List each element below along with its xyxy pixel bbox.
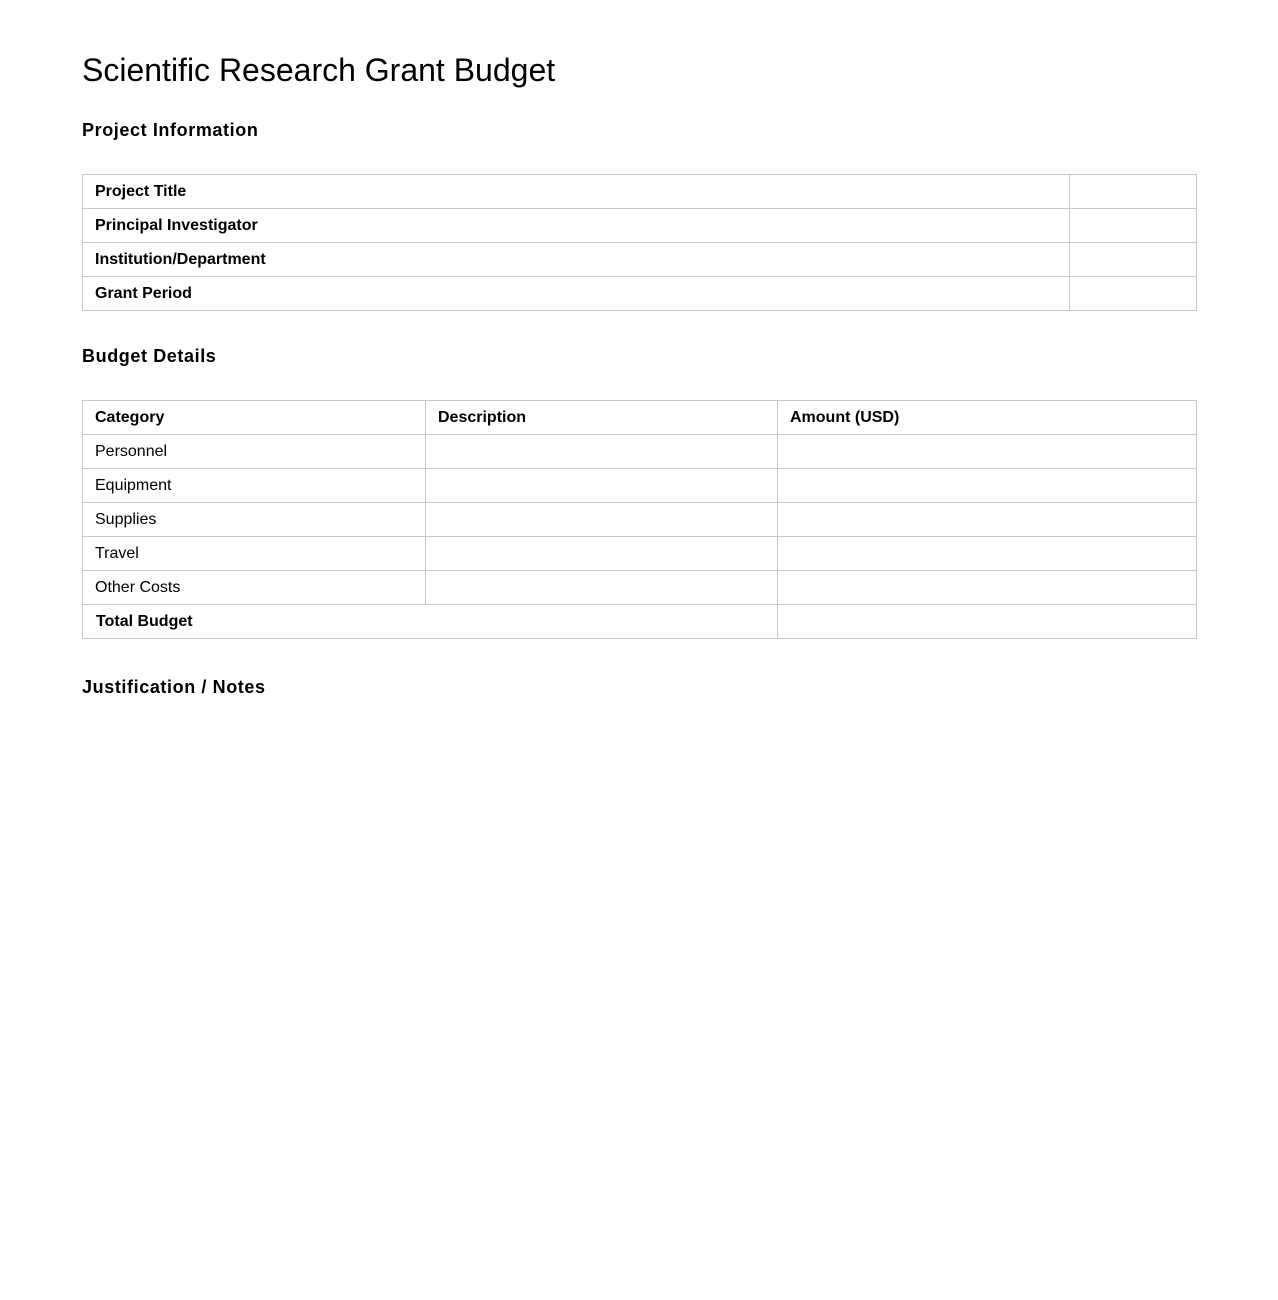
category-cell: Personnel xyxy=(83,435,426,469)
amount-cell[interactable] xyxy=(778,503,1197,537)
total-budget-amount[interactable] xyxy=(778,605,1197,639)
project-information-heading: Project Information xyxy=(82,120,259,140)
amount-cell[interactable] xyxy=(778,469,1197,503)
table-row xyxy=(83,469,1197,503)
description-cell[interactable] xyxy=(426,503,778,537)
table-row xyxy=(83,537,1197,571)
total-row xyxy=(83,605,1197,639)
category-cell: Supplies xyxy=(83,503,426,537)
grant-period-value[interactable] xyxy=(1070,277,1197,311)
column-header-amount: Amount (USD) xyxy=(778,401,1197,435)
category-cell: Equipment xyxy=(83,469,426,503)
table-row xyxy=(83,571,1197,605)
category-cell: Other Costs xyxy=(83,571,426,605)
justification-notes-heading: Justification / Notes xyxy=(82,677,266,697)
grant-period-label: Grant Period xyxy=(83,277,1070,311)
project-title-value[interactable] xyxy=(1070,175,1197,209)
column-header-category: Category xyxy=(83,401,426,435)
description-cell[interactable] xyxy=(426,469,778,503)
amount-cell[interactable] xyxy=(778,435,1197,469)
principal-investigator-value[interactable] xyxy=(1070,209,1197,243)
column-header-description: Description xyxy=(426,401,778,435)
institution-department-label: Institution/Department xyxy=(83,243,1070,277)
project-title-label: Project Title xyxy=(83,175,1070,209)
table-row xyxy=(83,209,1197,243)
page-title: Scientific Research Grant Budget xyxy=(82,52,556,88)
budget-details-table xyxy=(82,400,1197,639)
amount-cell[interactable] xyxy=(778,537,1197,571)
description-cell[interactable] xyxy=(426,571,778,605)
principal-investigator-label: Principal Investigator xyxy=(83,209,1070,243)
budget-details-heading: Budget Details xyxy=(82,346,217,366)
table-row xyxy=(83,277,1197,311)
project-information-table xyxy=(82,174,1197,311)
institution-department-value[interactable] xyxy=(1070,243,1197,277)
description-cell[interactable] xyxy=(426,435,778,469)
amount-cell[interactable] xyxy=(778,571,1197,605)
total-budget-label: Total Budget xyxy=(83,605,778,639)
description-cell[interactable] xyxy=(426,537,778,571)
table-row xyxy=(83,175,1197,209)
category-cell: Travel xyxy=(83,537,426,571)
table-row xyxy=(83,503,1197,537)
table-row xyxy=(83,435,1197,469)
table-header-row xyxy=(83,401,1197,435)
table-row xyxy=(83,243,1197,277)
